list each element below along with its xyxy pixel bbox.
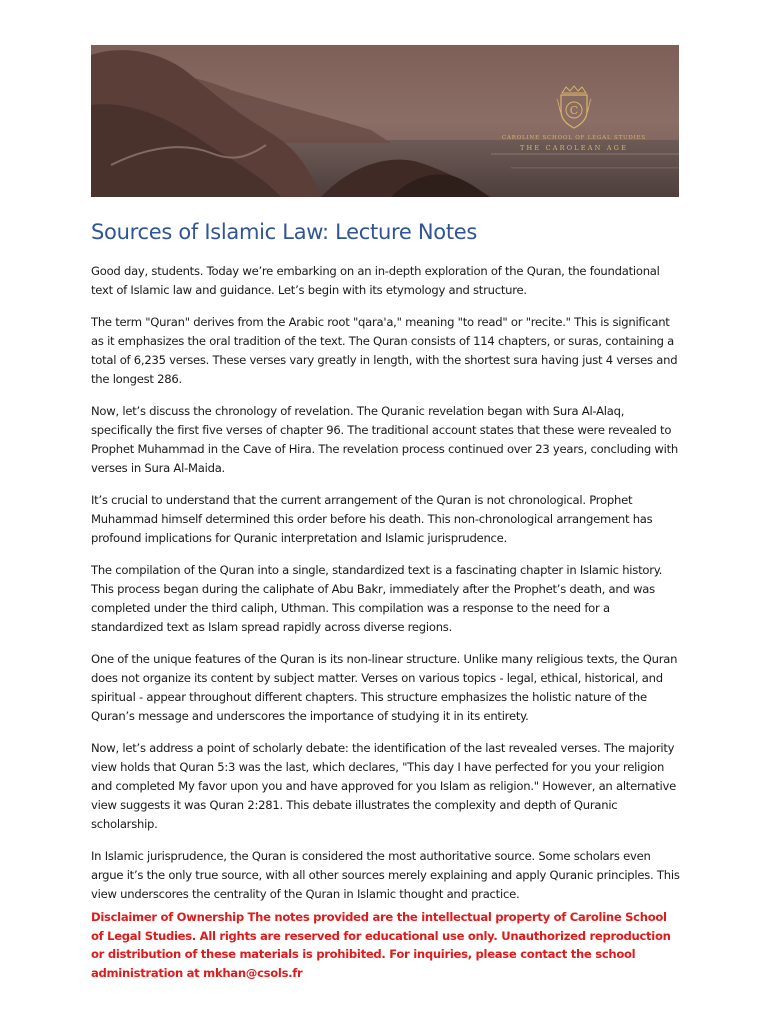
paragraph: The term "Quran" derives from the Arabic root "qara'a," meaning "to read" or "recite." This is significant as it emphasizes the oral tradition of the text. The Quran consists of 114 chapters, or suras, containing a total of 6,235 verses. These verses vary greatly in length, with the shortest sura having just 4 verses and the longest 286. [91, 315, 678, 386]
paragraph: In Islamic jurisprudence, the Quran is considered the most authoritative source. Some scholars even argue it’s the only true source, with all other sources merely explaining and apply Quranic principles. This view underscores the centrality of the Quran in Islamic thought and practice. [91, 849, 680, 901]
paragraph: Good day, students. Today we’re embarking on an in-depth exploration of the Quran, the foundational text of Islamic law and guidance. Let’s begin with its etymology and structure. [91, 264, 660, 297]
crest-letter: C [569, 104, 579, 117]
school-crest [469, 85, 679, 152]
header-banner [91, 45, 679, 197]
paragraph: The compilation of the Quran into a single, standardized text is a fascinating chapter in Islamic history. This process began during the caliphate of Abu Bakr, immediately after the Prophet’s death, and was completed under the third caliph, Uthman. This compilation was a response to the need for a standardized text as Islam spread rapidly across diverse regions. [91, 563, 663, 634]
paragraph: Now, let’s address a point of scholarly debate: the identification of the last revealed verses. The majority view holds that Quran 5:3 was the last, which declares, "This day I have perfected for you your religion and completed My favor upon you and have approved for you Islam as religion." However, an alternative view suggests it was Quran 2:281. This debate illustrates the complexity and depth of Quranic scholarship. [91, 741, 677, 831]
page-title: Sources of Islamic Law: Lecture Notes [91, 220, 478, 244]
ownership-disclaimer: Disclaimer of Ownership The notes provided are the intellectual property of Caroline School of Legal Studies. All rights are reserved for educational use only. Unauthorized reproduction or distribution of these materials is prohibited. For inquiries, please contact the school administration at mkhan@csols.fr [91, 910, 671, 980]
school-tagline: THE CAROLEAN AGE [519, 144, 629, 152]
lecture-body [91, 262, 681, 917]
paragraph: It’s crucial to understand that the current arrangement of the Quran is not chronological. Prophet Muhammad himself determined this order before his death. This non-chronological arrangement has profound implications for Quranic interpretation and Islamic jurisprudence. [91, 493, 653, 545]
paragraph: Now, let’s discuss the chronology of revelation. The Quranic revelation began with Sura Al-Alaq, specifically the first five verses of chapter 96. The traditional account states that these were revealed to Prophet Muhammad in the Cave of Hira. The revelation process continued over 23 years, concluding with verses in Sura Al-Maida. [91, 404, 679, 475]
school-name: CAROLINE SCHOOL OF LEGAL STUDIES [502, 135, 646, 141]
crest-shield-icon [556, 85, 592, 129]
paragraph: One of the unique features of the Quran is its non-linear structure. Unlike many religious texts, the Quran does not organize its content by subject matter. Verses on various topics - legal, ethical, historical, and spiritual - appear throughout different chapters. This structure emphasizes the holistic nature of the Quran’s message and underscores the importance of studying it in its entirety. [91, 652, 678, 723]
